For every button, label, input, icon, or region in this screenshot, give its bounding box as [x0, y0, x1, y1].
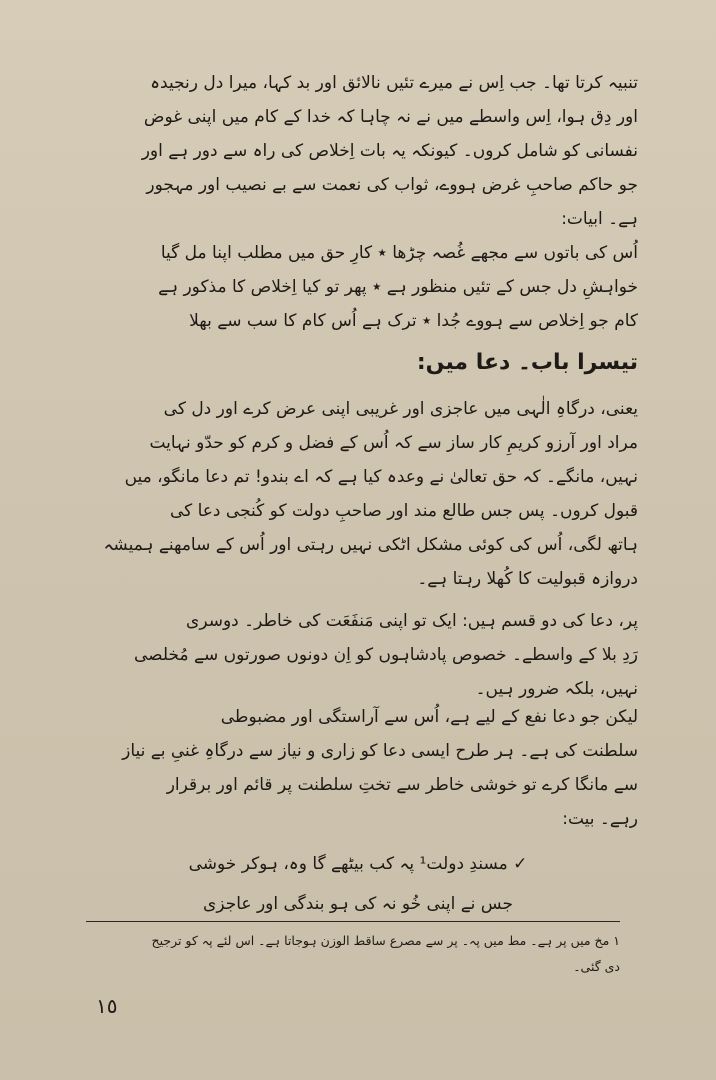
text-line: رَدِ بلا کے واسطے۔ خصوص پادشاہوں کو اِن دونوں صورتوں سے مُخلصی: [133, 645, 638, 665]
text-line: ہے۔ ابیات:: [561, 209, 638, 229]
text-line: سلطنت کی ہے۔ ہر طرح ایسی دعا کو زاری و نیاز سے درگاہِ غنیِ بے نیاز: [122, 741, 638, 761]
text-line: لیکن جو دعا نفع کے لیے ہے، اُس سے آراستگی اور مضبوطی: [220, 707, 638, 727]
poem-line: کام جو اِخلاص سے ہووے جُدا ٭ ترک ہے اُس کام کا سب سے بھلا: [189, 311, 638, 331]
text-line: نفسانی کو شامل کروں۔ کیونکہ یہ بات اِخلاص کی راہ سے دور ہے اور: [141, 141, 638, 161]
text-line: مراد اور آرزو کریمِ کار ساز سے کہ اُس کے فضل و کرم کو حدّو نہایت: [149, 433, 638, 453]
text-line: پر، دعا کی دو قسم ہیں: ایک تو اپنی مَنفَعَت کی خاطر۔ دوسری: [186, 611, 638, 631]
footnote-line: دی گئی۔: [573, 959, 620, 974]
footnote: [86, 928, 620, 980]
paragraph-intro: [78, 66, 638, 338]
text-line: نہیں، بلکہ ضرور ہیں۔: [475, 679, 638, 699]
paragraph-types: [78, 604, 638, 706]
text-line: قبول کروں۔ پس جس طالع مند اور صاحبِ دولت کو کُنجی دعا کی: [169, 501, 638, 521]
text-line: ہاتھ لگی، اُس کی کوئی مشکل اٹکی نہیں رہتی اور اُس کے سامھنے ہمیشہ: [103, 535, 638, 555]
paragraph-dua: [78, 392, 638, 596]
text-line: جو حاکم صاحبِ غرض ہووے، ثواب کی نعمت سے بے نصیب اور مہجور: [146, 175, 638, 195]
text-line: یعنی، درگاہِ الٰہی میں عاجزی اور غریبی اپنی عرض کرے اور دل کی: [163, 399, 638, 419]
text-line: سے مانگا کرے تو خوشی خاطر سے تختِ سلطنت پر قائم اور برقرار: [166, 775, 638, 795]
text-line: نہیں، مانگے۔ کہ حق تعالیٰ نے وعدہ کیا ہے کہ اے بندو! تم دعا مانگو، میں: [124, 467, 638, 487]
chapter-heading: تیسرا باب۔ دعا میں:: [416, 350, 638, 375]
text-line: رہے۔ بیت:: [562, 809, 638, 829]
page-number: ١٥: [96, 994, 118, 1018]
footnote-divider: [86, 921, 620, 922]
poem-line: خواہشِ دل جس کے تئیں منظور ہے ٭ پھر تو کیا اِخلاص کا مذکور ہے: [158, 277, 638, 297]
text-line: اور دِق ہوا، اِس واسطے میں نے نہ چاہا کہ خدا کے کام میں اپنی غوض: [143, 107, 638, 127]
text-line: دروازہ قبولیت کا کُھلا رہتا ہے۔: [417, 569, 638, 589]
footnote-line: ۱ مخ میں پر ہے۔ مط میں پہ۔ پر سے مصرع ساقط الوزن ہوجاتا ہے۔ اس لئے پہ کو ترجیح: [151, 933, 620, 948]
text-line: تنبیہ کرتا تھا۔ جب اِس نے میرے تئیں نالائق اور بد کہا، میرا دل رنجیدہ: [150, 73, 638, 93]
verse-line-2: جس نے اپنی خُو نہ کی ہو بندگی اور عاجزی: [203, 894, 513, 914]
paragraph-benefit: [78, 700, 638, 836]
poem-line: اُس کی باتوں سے مجھے غُصہ چڑھا ٭ کارِ حق میں مطلب اپنا مل گیا: [160, 243, 638, 263]
verse-line-1: ✓ مسندِ دولت¹ پہ کب بیٹھے گا وہ، ہوکر خوشی: [188, 854, 528, 874]
